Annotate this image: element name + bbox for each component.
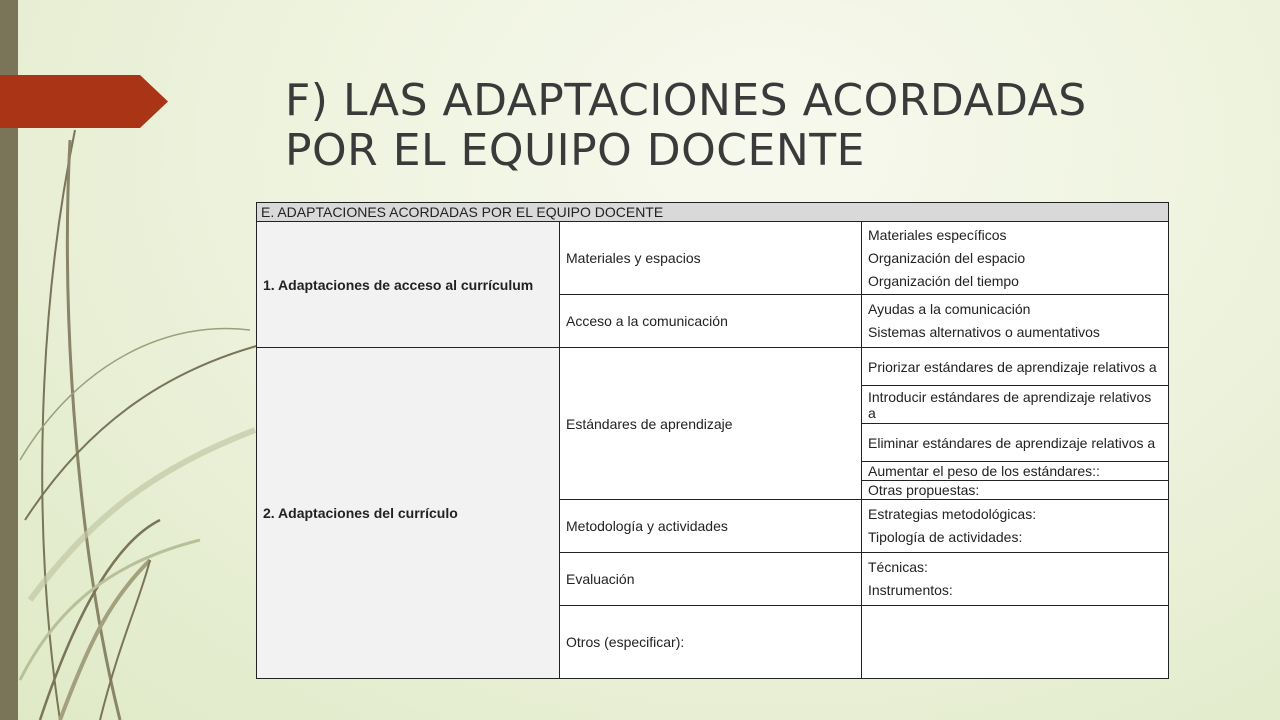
comunicacion-label: Acceso a la comunicación [560,295,862,348]
evaluacion-items [862,553,1169,606]
estandares-item-introducir: Introducir estándares de aprendizaje relativos a [862,386,1169,424]
table-header-row [257,203,1169,222]
title-arrow-shape [0,75,168,128]
comunicacion-items [862,295,1169,348]
list-item: Tipología de actividades: [868,529,1023,545]
materiales-items [862,222,1169,295]
list-item: Técnicas: [868,559,928,575]
otros-label: Otros (especificar): [560,606,862,679]
slide-title-line2: POR EL EQUIPO DOCENTE [285,125,865,176]
estandares-item-eliminar: Eliminar estándares de aprendizaje relativos a [862,424,1169,462]
list-item: Organización del espacio [868,249,1026,266]
metodologia-label: Metodología y actividades [560,500,862,553]
evaluacion-label: Evaluación [560,553,862,606]
list-item: Sistemas alternativos o aumentativos [868,324,1100,340]
group1-label: 1. Adaptaciones de acceso al currículum [257,222,560,348]
list-item: Ayudas a la comunicación [868,301,1031,317]
materiales-label: Materiales y espacios [560,222,862,295]
table-header: E. ADAPTACIONES ACORDADAS POR EL EQUIPO DOCENTE [257,203,1169,222]
estandares-item-priorizar: Priorizar estándares de aprendizaje relativos a [862,348,1169,386]
table-row [257,348,1169,386]
estandares-item-otras: Otras propuestas: [862,481,1169,500]
estandares-item-aumentar: Aumentar el peso de los estándares:: [862,462,1169,481]
metodologia-items [862,500,1169,553]
estandares-label: Estándares de aprendizaje [560,348,862,500]
table-row [257,222,1169,295]
list-item: Estrategias metodológicas: [868,506,1037,522]
list-item: Organización del tiempo [868,272,1019,289]
list-item: Materiales específicos [868,226,1007,243]
group2-label: 2. Adaptaciones del currículo [257,348,560,679]
slide-title-line1: F) LAS ADAPTACIONES ACORDADAS [285,75,1087,126]
adaptations-table [256,202,1169,679]
slide-title [285,76,1245,176]
list-item: Instrumentos: [868,582,953,598]
otros-empty-cell [862,606,1169,679]
